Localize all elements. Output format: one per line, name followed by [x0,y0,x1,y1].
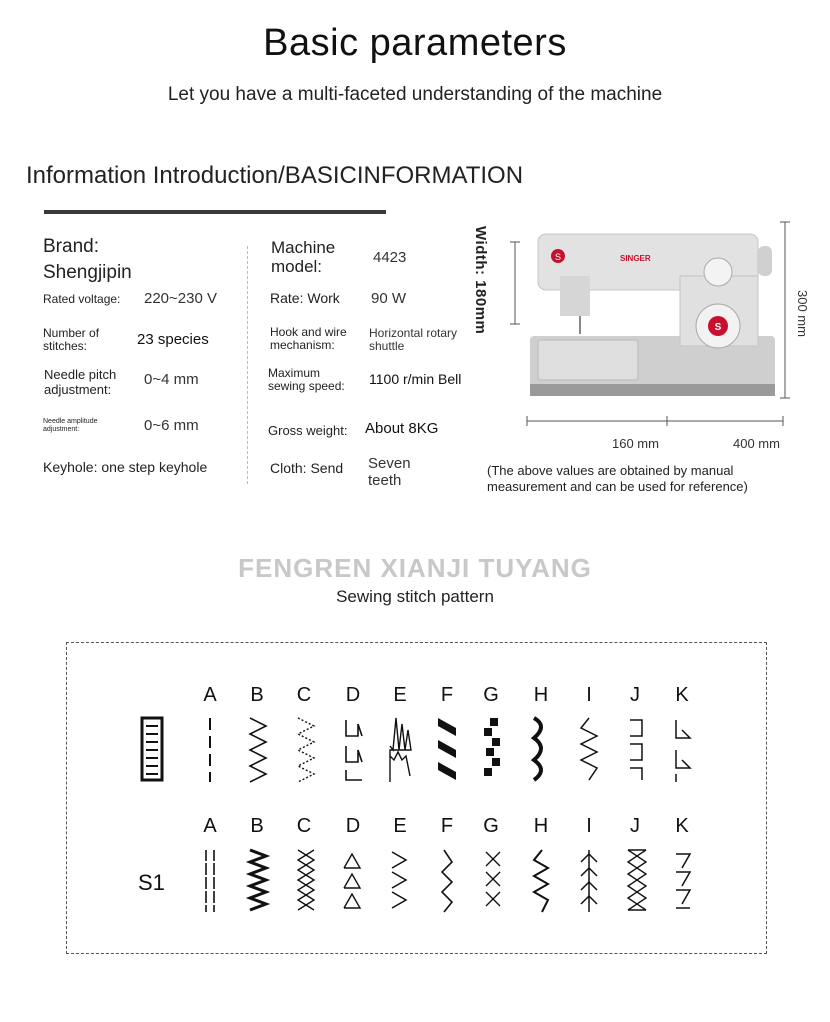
stitch-k2-icon [672,848,694,914]
stitch-k1-icon [672,716,694,782]
page-title: Basic parameters [263,22,567,64]
stitch-watermark-title: FENGREN XIANJI TUYANG [238,553,592,583]
col-letter-f-row2: F [440,815,454,837]
machine-badge-letter: S [554,252,562,262]
stitch-c1-icon [294,716,318,782]
col-letter-j-row2: J [630,815,640,837]
stitch-i1-icon [577,716,601,782]
keyhole-text: Keyhole: one step keyhole [43,459,208,475]
col-letter-i: I [586,684,592,706]
speed-label: Maximum sewing speed: [268,366,345,394]
row2-label: S1 [138,870,165,895]
length-dimension-line [525,414,787,428]
buttonhole-icon [140,716,164,782]
rate-value: 90 W [371,290,407,307]
height-dimension-line [778,220,792,402]
stitch-i2-icon [577,848,601,914]
brand-label: Brand: [43,236,99,257]
stitches-label: Number of stitches: [43,326,100,354]
heading-rule [44,210,386,214]
col-letter-c: C [296,684,312,706]
dial-badge-letter: S [714,322,722,333]
col-letter-a-row2: A [203,815,217,837]
cloth-value: Seven teeth [368,455,411,489]
sewing-machine-image [510,216,780,416]
model-value: 4423 [373,249,407,266]
height-dimension: 300 mm [795,290,810,337]
col-letter-e: E [393,684,407,706]
col-letter-d: D [345,684,361,706]
col-letter-g-row2: G [483,815,499,837]
stitch-e2-icon [388,848,412,914]
depth-dimension: 160 mm [612,436,659,451]
measurement-note: (The above values are obtained by manual measurement and can be used for reference) [487,463,748,495]
width-dimension: Width: 180mm [472,226,489,335]
col-letter-b-row2: B [250,815,264,837]
stitch-subtitle: Sewing stitch pattern [336,587,494,606]
length-dimension: 400 mm [733,436,780,451]
stitch-c2-icon [294,848,318,914]
info-heading: Information Introduction/BASICINFORMATION [26,162,524,189]
stitch-b1-icon [246,716,270,782]
col-letter-f: F [440,684,454,706]
col-letter-h-row2: H [533,815,549,837]
stitch-a1-icon [204,716,216,782]
col-letter-a: A [203,684,217,706]
stitch-pattern-box [66,642,767,954]
col-letter-i-row2: I [586,815,592,837]
stitch-g2-icon [482,848,506,914]
stitch-h2-icon [530,848,554,914]
voltage-label: Rated voltage: [43,292,121,306]
speed-value: 1100 r/min Bell [369,371,462,387]
brand-value: Shengjipin [43,262,132,283]
col-letter-g: G [483,684,499,706]
amplitude-value: 0~6 mm [144,417,199,434]
weight-value: About 8KG [365,420,439,437]
rate-label: Rate: Work [270,290,340,306]
col-letter-k-row2: K [675,815,689,837]
stitch-e1-icon [388,716,414,782]
pitch-label: Needle pitch adjustment: [44,367,117,397]
stitch-d2-icon [342,848,366,914]
model-label: Machine model: [271,238,336,277]
machine-brand-text: SINGER [620,254,651,263]
stitch-h1-icon [530,716,550,782]
stitch-d1-icon [342,716,366,782]
stitch-b2-icon [246,848,270,914]
stitch-j2-icon [626,848,648,914]
col-letter-k: K [675,684,689,706]
weight-label: Gross weight: [268,423,348,438]
stitch-f2-icon [436,848,460,914]
cloth-label: Cloth: Send [270,460,344,476]
stitches-value: 23 species [137,331,209,348]
col-letter-d-row2: D [345,815,361,837]
voltage-value: 220~230 V [144,290,217,307]
col-letter-h: H [533,684,549,706]
col-letter-c-row2: C [296,815,312,837]
stitch-a2-icon [204,848,218,914]
col-letter-e-row2: E [393,815,407,837]
pitch-value: 0~4 mm [144,371,199,388]
col-letter-j: J [630,684,640,706]
stitch-g1-icon [482,716,502,782]
col-letter-b: B [250,684,264,706]
stitch-j1-icon [626,716,648,782]
hook-value: Horizontal rotary shuttle [369,326,458,354]
column-divider [247,246,248,484]
hook-label: Hook and wire mechanism: [270,325,347,353]
page-subtitle: Let you have a multi-faceted understanding of the machine [167,84,663,105]
amplitude-label: Needle amplitude adjustment: [43,418,98,433]
stitch-f1-icon [436,716,458,782]
